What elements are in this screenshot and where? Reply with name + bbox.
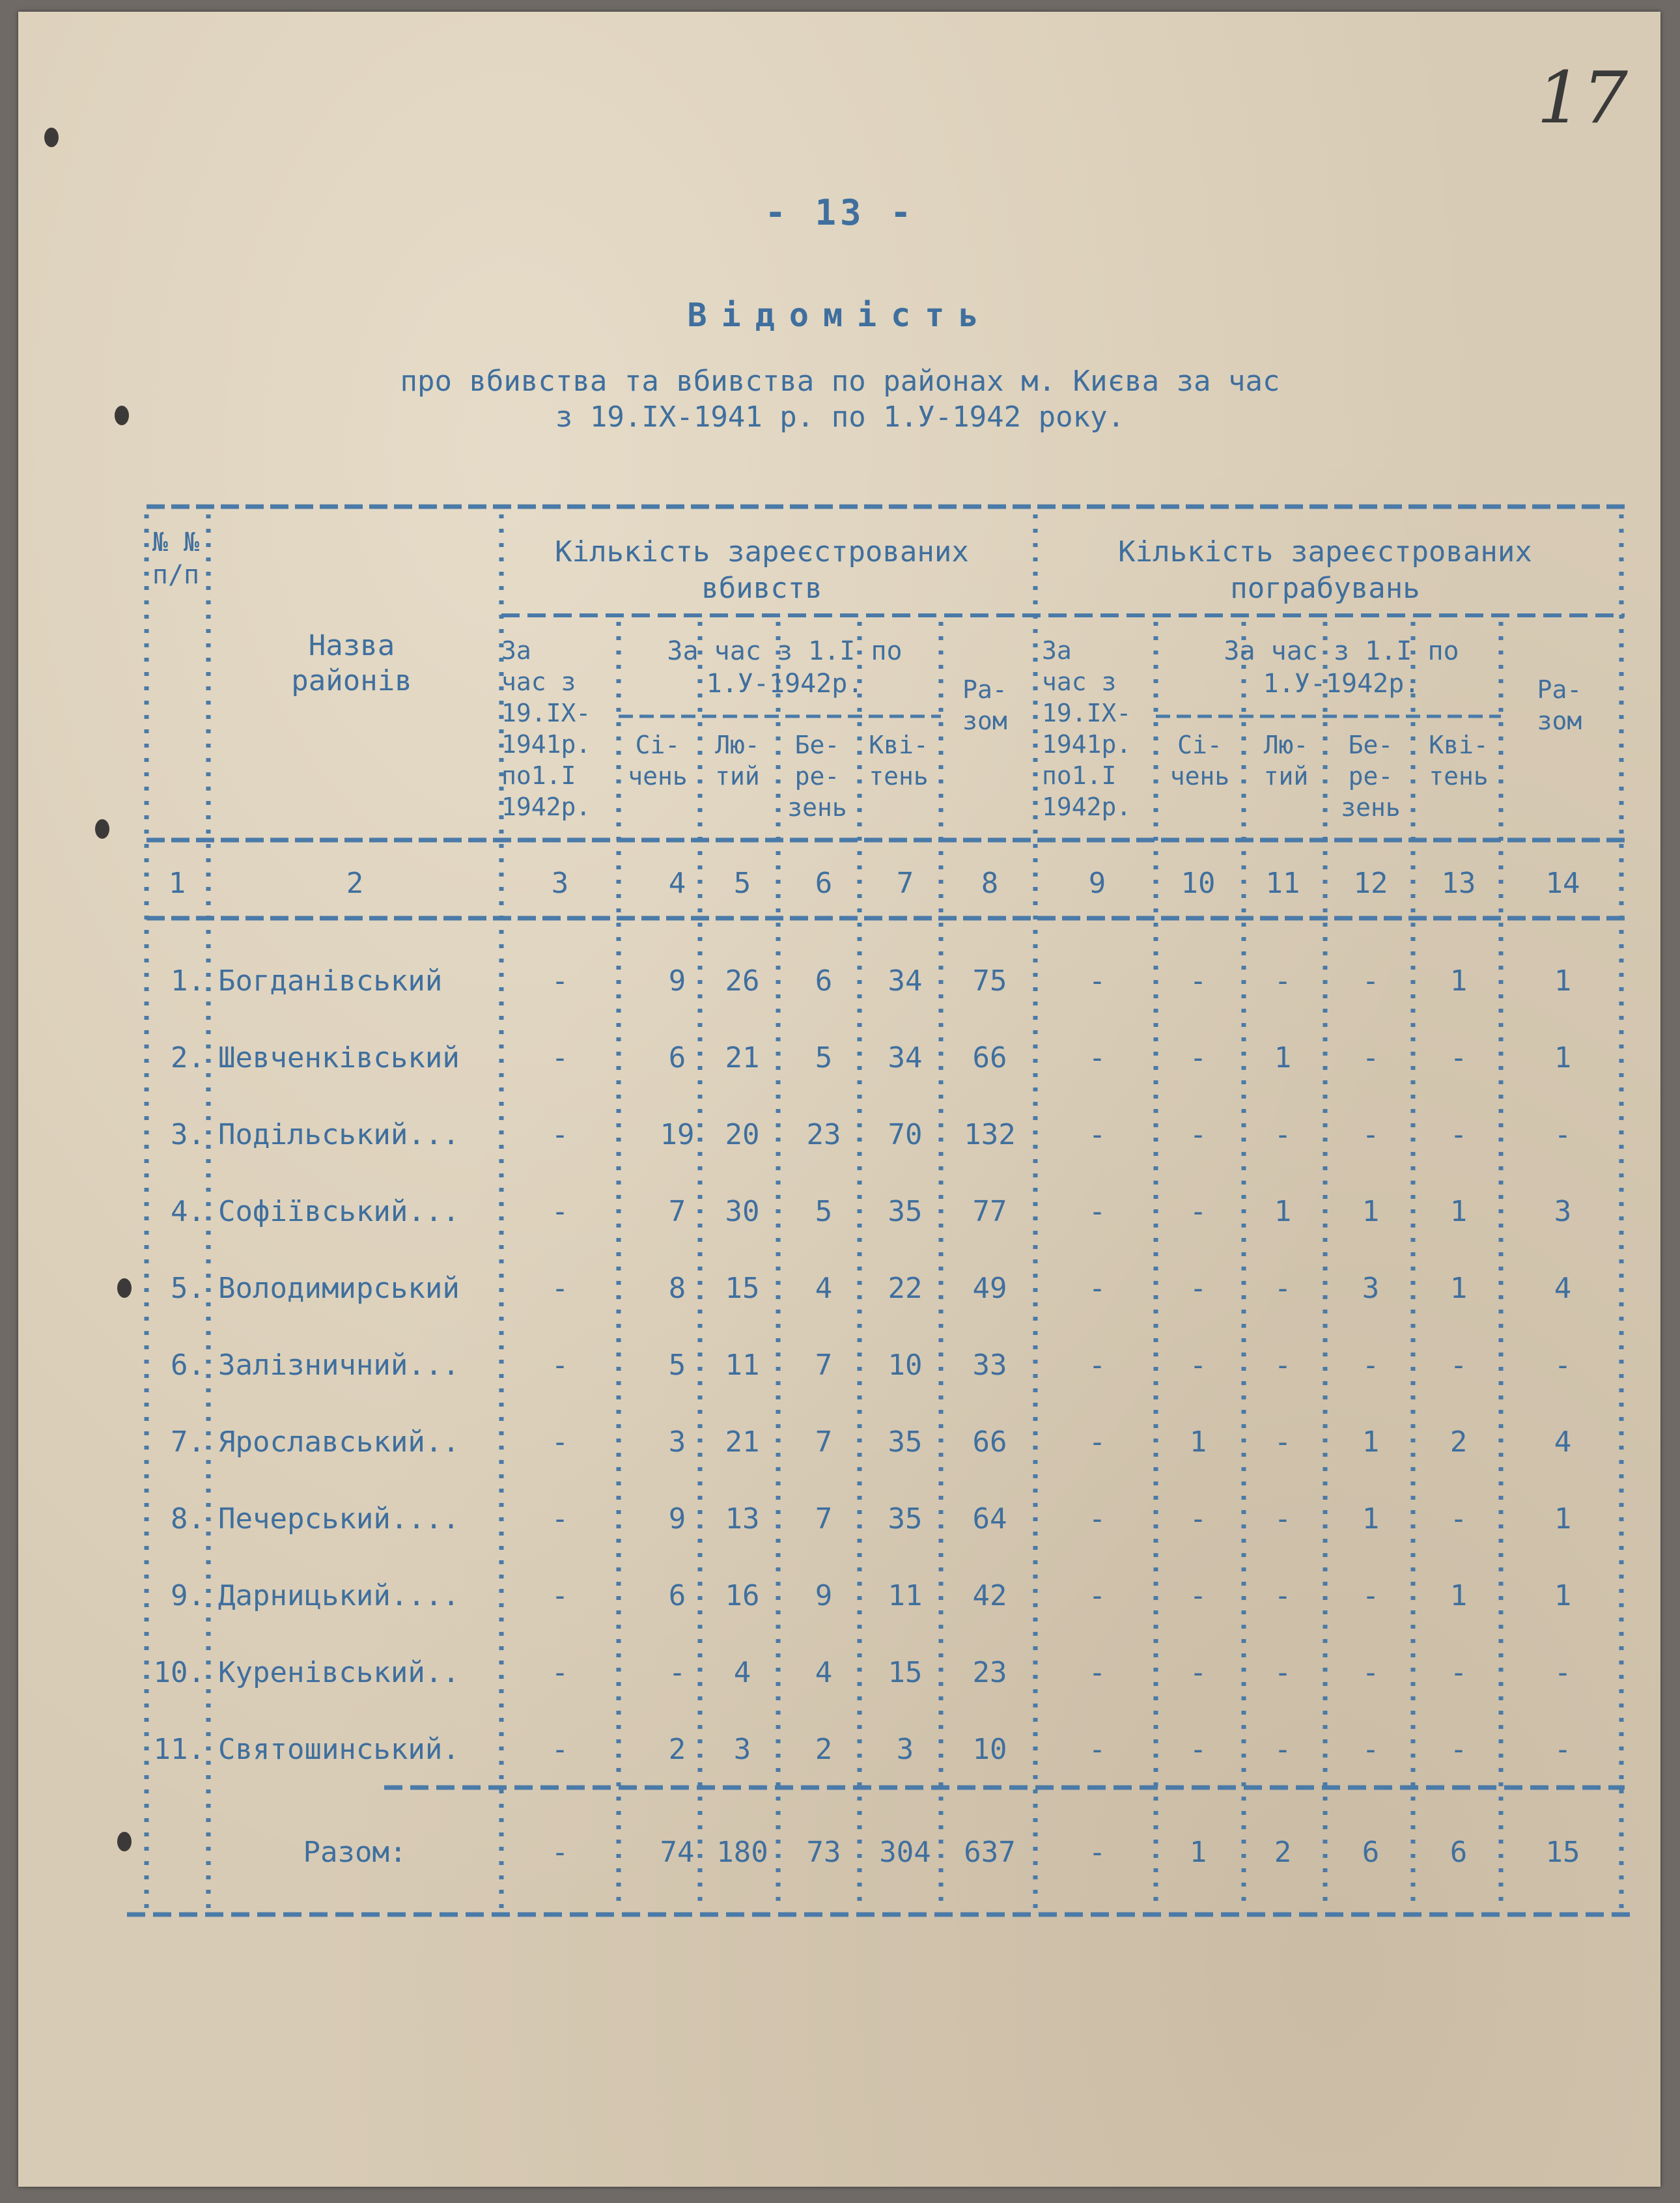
cell-value: 1 — [1362, 1425, 1380, 1459]
cell-value: 6 — [815, 964, 833, 998]
cell-value: 66 — [972, 1425, 1007, 1459]
row-number: 9. — [171, 1579, 205, 1612]
cell-value: 1 — [1554, 964, 1572, 998]
cell-value: 7 — [668, 1195, 686, 1228]
cell-value: - — [1274, 1425, 1292, 1459]
row-number: 8. — [171, 1502, 205, 1536]
cell-value: 35 — [888, 1502, 923, 1536]
row-number: 1. — [171, 964, 205, 998]
row-number: 7. — [171, 1425, 205, 1459]
cell-value: 10 — [888, 1349, 923, 1382]
cell-value: 1 — [1554, 1502, 1572, 1536]
cell-value: - — [1274, 1502, 1292, 1536]
cell-value: 70 — [888, 1118, 923, 1151]
cell-value: 15 — [725, 1272, 760, 1305]
header-jan-2: Сі- чень — [1169, 731, 1230, 791]
total-value: 15 — [1545, 1836, 1580, 1869]
cell-value: - — [1362, 1733, 1380, 1766]
cell-value: 35 — [888, 1195, 923, 1228]
header-district-name: Назва районів — [291, 629, 412, 697]
row-number: 6. — [171, 1349, 205, 1382]
column-number-4: 4 — [668, 867, 686, 900]
cell-value: 3 — [1362, 1272, 1380, 1305]
cell-value: - — [551, 1502, 569, 1536]
column-number-13: 13 — [1441, 867, 1476, 900]
cell-value: - — [1449, 1349, 1468, 1382]
cell-value: 1 — [1189, 1425, 1207, 1459]
column-number-1: 1 — [168, 867, 186, 900]
cell-value: 30 — [725, 1195, 760, 1228]
cell-value: 26 — [725, 964, 760, 998]
cell-value: 4 — [1554, 1272, 1572, 1305]
cell-value: 11 — [725, 1349, 760, 1382]
cell-value: 11 — [888, 1579, 923, 1612]
cell-value: 3 — [1554, 1195, 1572, 1228]
cell-value: - — [1274, 1272, 1292, 1305]
column-number-14: 14 — [1545, 867, 1580, 900]
district-name: Святошинський. — [218, 1733, 460, 1766]
cell-value: 7 — [815, 1349, 833, 1382]
cell-value: 1 — [1274, 1041, 1292, 1074]
district-name: Куренівський.. — [218, 1656, 460, 1689]
cell-value: - — [551, 1579, 569, 1612]
document-subtitle-line1: про вбивства та вбивства по районах м. Києва за час — [400, 365, 1280, 398]
cell-value: 4 — [733, 1656, 751, 1689]
cell-value: 1 — [1362, 1502, 1380, 1536]
cell-value: 23 — [806, 1118, 841, 1151]
cell-value: 34 — [888, 1041, 923, 1074]
cell-value: - — [1362, 1349, 1380, 1382]
cell-value: - — [1274, 1118, 1292, 1151]
district-name: Богданівський — [218, 964, 443, 998]
district-name: Залізничний... — [218, 1349, 460, 1382]
total-value: 2 — [1274, 1836, 1292, 1869]
cell-value: 4 — [815, 1656, 833, 1689]
cell-value: - — [1189, 1502, 1207, 1536]
cell-value: - — [1274, 964, 1292, 998]
cell-value: - — [1189, 964, 1207, 998]
cell-value: 33 — [972, 1349, 1007, 1382]
total-value: 1 — [1189, 1836, 1207, 1869]
cell-value: - — [1088, 1656, 1106, 1689]
header-group-murders: Кількість зареєстрованих вбивств — [555, 535, 969, 605]
cell-value: - — [1554, 1656, 1572, 1689]
cell-value: 66 — [972, 1041, 1007, 1074]
row-number: 11. — [153, 1733, 205, 1766]
district-name: Софіївський... — [218, 1195, 460, 1228]
header-num: № № п/п — [152, 527, 200, 590]
cell-value: 1 — [1449, 1195, 1468, 1228]
cell-value: - — [1449, 1041, 1468, 1074]
total-value: - — [1088, 1836, 1106, 1869]
cell-value: 2 — [815, 1733, 833, 1766]
column-number-5: 5 — [733, 867, 751, 900]
district-name: Шевченківський — [218, 1041, 460, 1074]
cell-value: 1 — [1449, 964, 1468, 998]
cell-value: - — [551, 964, 569, 998]
cell-value: 2 — [668, 1733, 686, 1766]
column-number-6: 6 — [815, 867, 833, 900]
total-value: 180 — [716, 1836, 768, 1869]
cell-value: 49 — [972, 1272, 1007, 1305]
cell-value: - — [551, 1425, 569, 1459]
cell-value: - — [1088, 1502, 1106, 1536]
cell-value: - — [551, 1272, 569, 1305]
cell-value: - — [1449, 1656, 1468, 1689]
cell-value: 4 — [815, 1272, 833, 1305]
row-number: 3. — [171, 1118, 205, 1151]
cell-value: 7 — [815, 1502, 833, 1536]
document-subtitle-line2: з 19.ІХ-1941 р. по 1.У-1942 року. — [555, 400, 1125, 434]
column-number-7: 7 — [896, 867, 914, 900]
header-total-1: Ра- зом — [962, 675, 1007, 735]
header-period-before-1: За час з 19.ІХ- 1941р. по1.І 1942р. — [501, 636, 591, 821]
cell-value: - — [1554, 1349, 1572, 1382]
cell-value: 1 — [1554, 1041, 1572, 1074]
header-apr-1: Кві- тень — [869, 731, 929, 791]
cell-value: - — [1189, 1118, 1207, 1151]
cell-value: 132 — [964, 1118, 1016, 1151]
cell-value: - — [1189, 1041, 1207, 1074]
column-number-11: 11 — [1265, 867, 1300, 900]
document-title: Відомість — [687, 296, 993, 334]
cell-value: 9 — [668, 1502, 686, 1536]
header-total-2: Ра- зом — [1537, 675, 1582, 735]
header-mar-1: Бе- ре- зень — [787, 731, 847, 822]
cell-value: - — [668, 1656, 686, 1689]
cell-value: 1 — [1449, 1579, 1468, 1612]
cell-value: - — [1362, 1656, 1380, 1689]
header-period-after-1: За час з 1.І по 1.У-1942р. — [667, 636, 903, 699]
header-jan-1: Сі- чень — [628, 731, 688, 791]
cell-value: 1 — [1362, 1195, 1380, 1228]
cell-value: - — [1088, 1579, 1106, 1612]
cell-value: - — [1362, 1579, 1380, 1612]
cell-value: - — [1088, 964, 1106, 998]
header-mar-2: Бе- ре- зень — [1341, 731, 1401, 822]
cell-value: 9 — [668, 964, 686, 998]
district-name: Володимирський — [218, 1272, 460, 1305]
district-name: Дарницький.... — [218, 1579, 460, 1612]
column-number-12: 12 — [1353, 867, 1388, 900]
column-number-8: 8 — [981, 867, 999, 900]
cell-value: 21 — [725, 1425, 760, 1459]
cell-value: 5 — [815, 1041, 833, 1074]
total-value: 6 — [1362, 1836, 1380, 1869]
cell-value: - — [1189, 1272, 1207, 1305]
cell-value: 13 — [725, 1502, 760, 1536]
row-number: 2. — [171, 1041, 205, 1074]
total-value: - — [551, 1836, 569, 1869]
total-value: 6 — [1449, 1836, 1468, 1869]
cell-value: - — [551, 1349, 569, 1382]
cell-value: - — [1362, 1118, 1380, 1151]
row-number: 5. — [171, 1272, 205, 1305]
cell-value: - — [1189, 1656, 1207, 1689]
cell-value: - — [551, 1733, 569, 1766]
cell-value: - — [1088, 1425, 1106, 1459]
header-feb-2: Лю- тий — [1263, 731, 1309, 791]
header-apr-2: Кві- тень — [1429, 731, 1489, 791]
district-name: Подільський... — [218, 1118, 460, 1151]
archive-sheet-number: 17 — [1537, 56, 1628, 139]
cell-value: - — [1189, 1579, 1207, 1612]
header-period-after-2: За час з 1.І по 1.У-1942р. — [1224, 636, 1459, 699]
cell-value: - — [551, 1656, 569, 1689]
header-feb-1: Лю- тий — [715, 731, 760, 791]
cell-value: - — [1362, 964, 1380, 998]
row-number: 4. — [171, 1195, 205, 1228]
cell-value: - — [1274, 1349, 1292, 1382]
district-name: Печерський.... — [218, 1502, 460, 1536]
cell-value: 16 — [725, 1579, 760, 1612]
cell-value: - — [1088, 1349, 1106, 1382]
cell-value: - — [551, 1041, 569, 1074]
cell-value: 3 — [733, 1733, 751, 1766]
cell-value: - — [1189, 1349, 1207, 1382]
cell-value: 9 — [815, 1579, 833, 1612]
cell-value: 4 — [1554, 1425, 1572, 1459]
cell-value: 5 — [668, 1349, 686, 1382]
cell-value: - — [1189, 1195, 1207, 1228]
cell-value: 3 — [896, 1733, 914, 1766]
column-number-3: 3 — [551, 867, 569, 900]
cell-value: 1 — [1274, 1195, 1292, 1228]
cell-value: 8 — [668, 1272, 686, 1305]
cell-value: - — [1274, 1656, 1292, 1689]
cell-value: 75 — [972, 964, 1007, 998]
totals-label: Разом: — [303, 1836, 407, 1869]
cell-value: - — [1088, 1041, 1106, 1074]
cell-value: 21 — [725, 1041, 760, 1074]
page-number: - 13 - — [764, 192, 916, 233]
cell-value: 1 — [1449, 1272, 1468, 1305]
cell-value: - — [1088, 1733, 1106, 1766]
cell-value: - — [1189, 1733, 1207, 1766]
cell-value: - — [551, 1118, 569, 1151]
cell-value: - — [1362, 1041, 1380, 1074]
cell-value: 2 — [1449, 1425, 1468, 1459]
column-number-9: 9 — [1088, 867, 1106, 900]
header-period-before-2: За час з 19.ІХ- 1941р. по1.І 1942р. — [1042, 636, 1132, 821]
total-value: 637 — [964, 1836, 1016, 1869]
cell-value: 19 — [660, 1118, 695, 1151]
cell-value: - — [1449, 1502, 1468, 1536]
cell-value: 7 — [815, 1425, 833, 1459]
cell-value: 10 — [972, 1733, 1007, 1766]
header-group-robberies: Кількість зареєстрованих пограбувань — [1118, 535, 1532, 605]
cell-value: - — [1449, 1733, 1468, 1766]
cell-value: - — [1274, 1579, 1292, 1612]
cell-value: 15 — [888, 1656, 923, 1689]
cell-value: 5 — [815, 1195, 833, 1228]
cell-value: 6 — [668, 1041, 686, 1074]
cell-value: 6 — [668, 1579, 686, 1612]
cell-value: - — [1088, 1195, 1106, 1228]
cell-value: 34 — [888, 964, 923, 998]
cell-value: - — [1554, 1733, 1572, 1766]
cell-value: - — [551, 1195, 569, 1228]
cell-value: 22 — [888, 1272, 923, 1305]
cell-value: - — [1449, 1118, 1468, 1151]
cell-value: 77 — [972, 1195, 1007, 1228]
total-value: 73 — [806, 1836, 841, 1869]
cell-value: 23 — [972, 1656, 1007, 1689]
cell-value: 20 — [725, 1118, 760, 1151]
cell-value: 35 — [888, 1425, 923, 1459]
cell-value: 1 — [1554, 1579, 1572, 1612]
cell-value: - — [1554, 1118, 1572, 1151]
total-value: 304 — [879, 1836, 931, 1869]
row-number: 10. — [153, 1656, 205, 1689]
cell-value: - — [1274, 1733, 1292, 1766]
column-number-2: 2 — [346, 867, 364, 900]
cell-value: 64 — [972, 1502, 1007, 1536]
column-number-10: 10 — [1181, 867, 1216, 900]
cell-value: 42 — [972, 1579, 1007, 1612]
total-value: 74 — [660, 1836, 695, 1869]
district-name: Ярославський.. — [218, 1425, 460, 1459]
cell-value: - — [1088, 1272, 1106, 1305]
cell-value: 3 — [668, 1425, 686, 1459]
cell-value: - — [1088, 1118, 1106, 1151]
